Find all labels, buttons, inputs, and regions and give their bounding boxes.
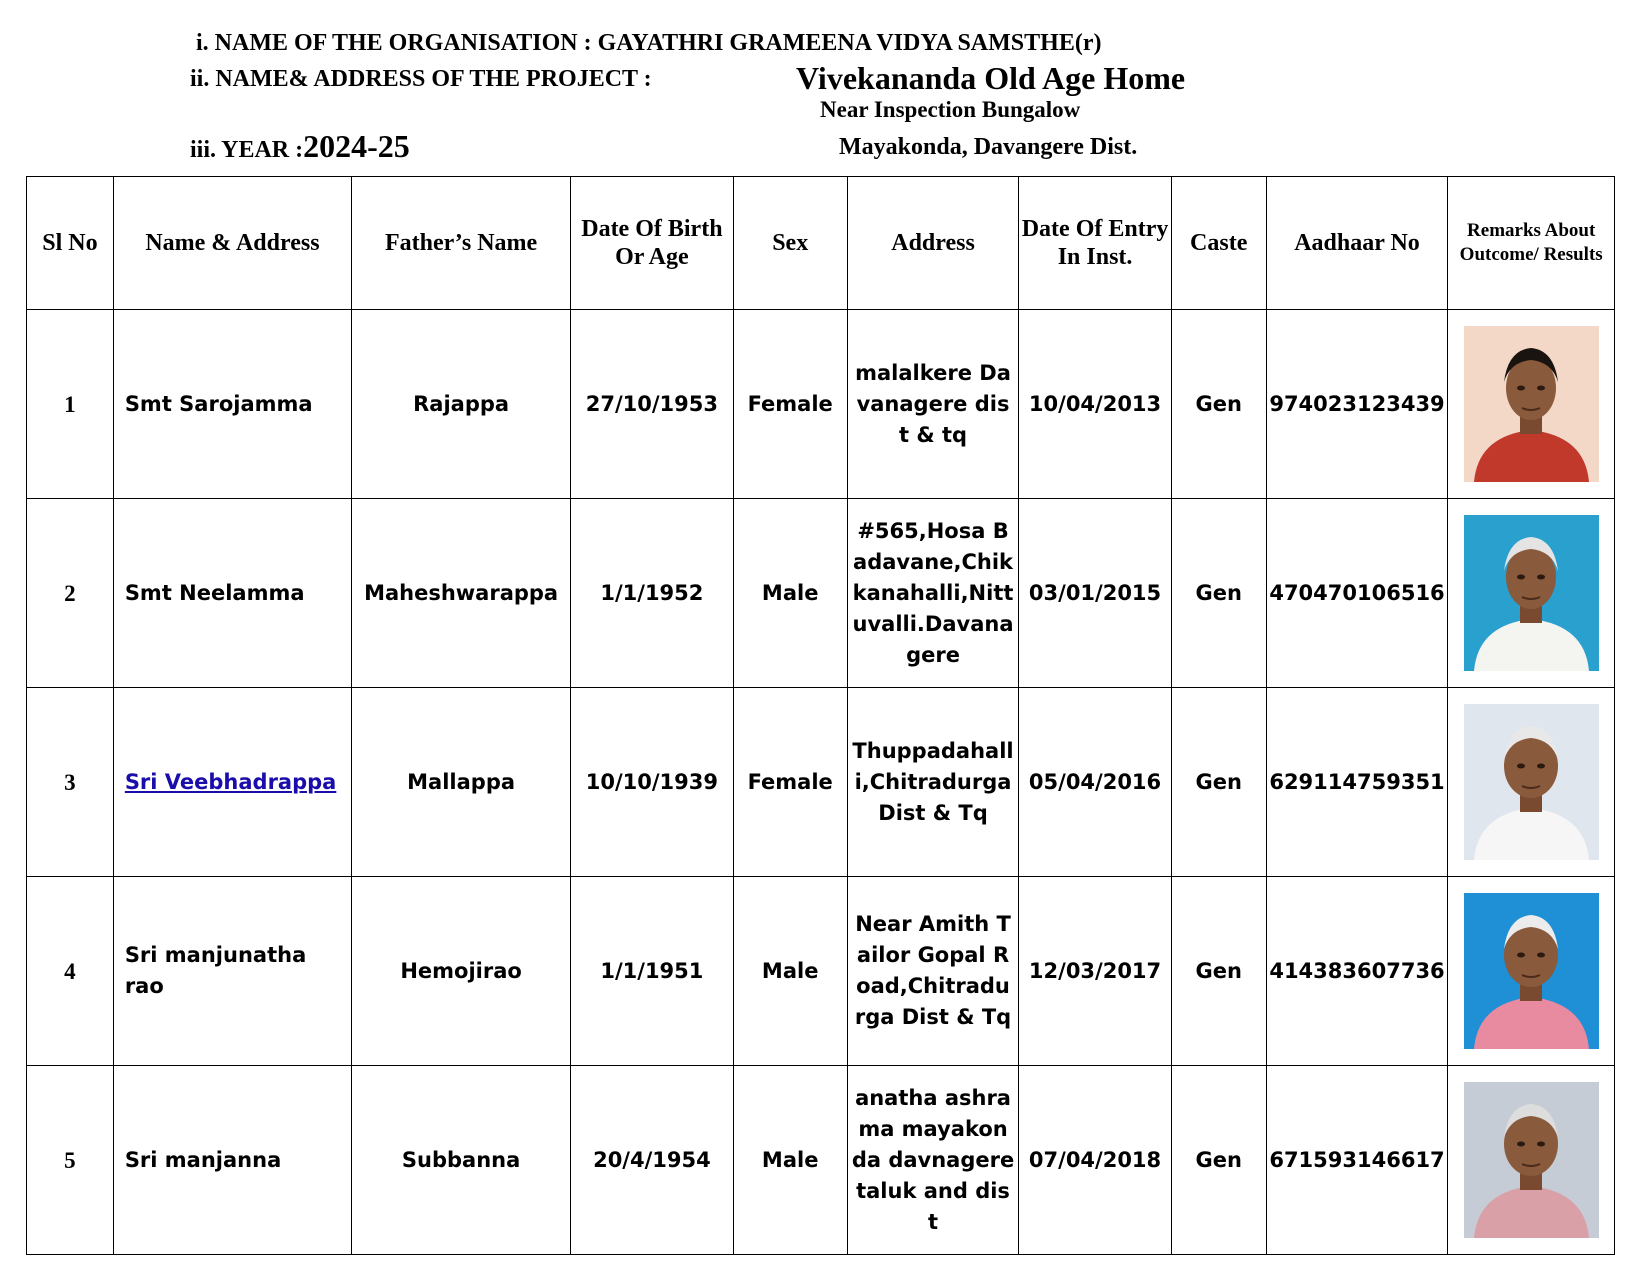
father-text: Rajappa (413, 391, 510, 416)
col-header-aadhaar: Aadhaar No (1266, 177, 1448, 310)
address-text: Thuppadahalli,Chitradurga Dist & Tq (852, 738, 1014, 825)
caste-text: Gen (1195, 580, 1242, 605)
cell-father (352, 688, 571, 877)
table-row (27, 310, 1615, 499)
cell-sl (27, 1066, 114, 1255)
cell-photo (1448, 499, 1615, 688)
dob-text: 1/1/1951 (600, 958, 704, 983)
cell-name (113, 499, 351, 688)
cell-photo (1448, 688, 1615, 877)
col-header-address: Address (847, 177, 1019, 310)
sl-text: 1 (64, 391, 76, 417)
name-text: Smt Neelamma (124, 580, 305, 605)
dob-text: 10/10/1939 (585, 769, 718, 794)
cell-sex (733, 310, 847, 499)
entry-text: 07/04/2018 (1028, 1147, 1162, 1172)
cell-dob (571, 1066, 734, 1255)
cell-caste (1171, 310, 1266, 499)
table-header-row (27, 177, 1615, 310)
address-text: anatha ashrama mayakonda davnagere taluk and dist (851, 1085, 1015, 1234)
father-text: Mallappa (407, 769, 516, 794)
sl-text: 4 (64, 958, 76, 984)
col-header-caste: Caste (1171, 177, 1266, 310)
cell-aadhaar (1266, 310, 1448, 499)
aadhaar-text: 414383607736 (1269, 958, 1445, 983)
col-header-father: Father’s Name (352, 177, 571, 310)
father-text: Maheshwarappa (364, 580, 559, 605)
project-name: Vivekananda Old Age Home (796, 60, 1186, 96)
cell-address (847, 1066, 1019, 1255)
aadhaar-text: 629114759351 (1269, 769, 1445, 794)
father-text: Hemojirao (400, 958, 522, 983)
cell-father (352, 499, 571, 688)
caste-text: Gen (1195, 769, 1242, 794)
cell-sex (733, 877, 847, 1066)
name-link[interactable]: Sri Veebhadrappa (124, 769, 337, 794)
sex-text: Male (761, 1147, 819, 1172)
dob-text: 1/1/1952 (600, 580, 704, 605)
cell-address (847, 499, 1019, 688)
father-text: Subbanna (401, 1147, 521, 1172)
col-header-entry: Date Of Entry In Inst. (1019, 177, 1171, 310)
col-header-remarks: Remarks About Outcome/ Results (1448, 177, 1615, 310)
sl-text: 3 (64, 769, 76, 795)
cell-photo (1448, 1066, 1615, 1255)
beneficiary-table (26, 176, 1615, 1255)
cell-dob (571, 688, 734, 877)
cell-sex (733, 688, 847, 877)
sex-text: Female (747, 391, 833, 416)
name-text: Smt Sarojamma (124, 391, 313, 416)
caste-text: Gen (1195, 391, 1242, 416)
cell-name (113, 1066, 351, 1255)
cell-entry (1019, 877, 1171, 1066)
address-text: Near Amith Tailor Gopal Road,Chitradurga Dist & Tq (854, 912, 1012, 1029)
cell-father (352, 1066, 571, 1255)
sl-text: 2 (64, 580, 76, 606)
portrait-photo (1464, 1082, 1599, 1238)
aadhaar-text: 974023123439 (1269, 391, 1445, 416)
aadhaar-text: 470470106516 (1269, 580, 1445, 605)
cell-sex (733, 499, 847, 688)
entry-text: 05/04/2016 (1028, 769, 1162, 794)
portrait-photo (1464, 893, 1599, 1049)
year-value: 2024-25 (303, 128, 410, 164)
col-header-name: Name & Address (113, 177, 351, 310)
cell-sl (27, 877, 114, 1066)
dob-text: 27/10/1953 (585, 391, 718, 416)
cell-sex (733, 1066, 847, 1255)
cell-father (352, 310, 571, 499)
cell-name (113, 877, 351, 1066)
cell-entry (1019, 1066, 1171, 1255)
entry-text: 03/01/2015 (1028, 580, 1162, 605)
caste-text: Gen (1195, 1147, 1242, 1172)
cell-photo (1448, 310, 1615, 499)
table-row (27, 688, 1615, 877)
col-header-dob: Date Of Birth Or Age (571, 177, 734, 310)
sex-text: Female (747, 769, 833, 794)
aadhaar-text: 671593146617 (1269, 1147, 1445, 1172)
cell-sl (27, 499, 114, 688)
dob-text: 20/4/1954 (593, 1147, 711, 1172)
portrait-photo (1464, 704, 1599, 860)
cell-name (113, 310, 351, 499)
table-row (27, 877, 1615, 1066)
col-header-sex: Sex (733, 177, 847, 310)
sl-text: 5 (64, 1147, 76, 1173)
name-text: Sri manjunatha rao (124, 943, 307, 998)
cell-aadhaar (1266, 1066, 1448, 1255)
sex-text: Male (761, 958, 819, 983)
caste-text: Gen (1195, 958, 1242, 983)
cell-dob (571, 877, 734, 1066)
portrait-photo (1464, 515, 1599, 671)
cell-aadhaar (1266, 877, 1448, 1066)
cell-address (847, 310, 1019, 499)
cell-entry (1019, 310, 1171, 499)
cell-entry (1019, 499, 1171, 688)
year-line (190, 128, 410, 165)
year-label: iii. YEAR : (190, 137, 304, 163)
cell-caste (1171, 688, 1266, 877)
name-text: Sri manjanna (124, 1147, 282, 1172)
project-label-line: ii. NAME& ADDRESS OF THE PROJECT : (190, 66, 652, 92)
table-row (27, 499, 1615, 688)
cell-caste (1171, 499, 1266, 688)
cell-entry (1019, 688, 1171, 877)
cell-dob (571, 499, 734, 688)
organisation-name-line: i. NAME OF THE ORGANISATION : GAYATHRI GRAMEENA VIDYA SAMSTHE(r) (196, 30, 1102, 56)
project-address-line2: Mayakonda, Davangere Dist. (839, 134, 1138, 160)
cell-photo (1448, 877, 1615, 1066)
cell-address (847, 877, 1019, 1066)
cell-father (352, 877, 571, 1066)
cell-caste (1171, 1066, 1266, 1255)
cell-aadhaar (1266, 688, 1448, 877)
cell-sl (27, 310, 114, 499)
cell-sl (27, 688, 114, 877)
cell-caste (1171, 877, 1266, 1066)
cell-address (847, 688, 1019, 877)
cell-aadhaar (1266, 499, 1448, 688)
sex-text: Male (761, 580, 819, 605)
cell-dob (571, 310, 734, 499)
address-text: malalkere Davanagere dist & tq (855, 360, 1011, 447)
portrait-photo (1464, 326, 1599, 482)
table-row (27, 1066, 1615, 1255)
col-header-sl: Sl No (27, 177, 114, 310)
entry-text: 10/04/2013 (1028, 391, 1162, 416)
cell-name (113, 688, 351, 877)
entry-text: 12/03/2017 (1028, 958, 1162, 983)
address-text: #565,Hosa Badavane,Chikkanahalli,Nittuvalli.Davanagere (852, 518, 1014, 667)
project-address-line1: Near Inspection Bungalow (820, 97, 1081, 122)
